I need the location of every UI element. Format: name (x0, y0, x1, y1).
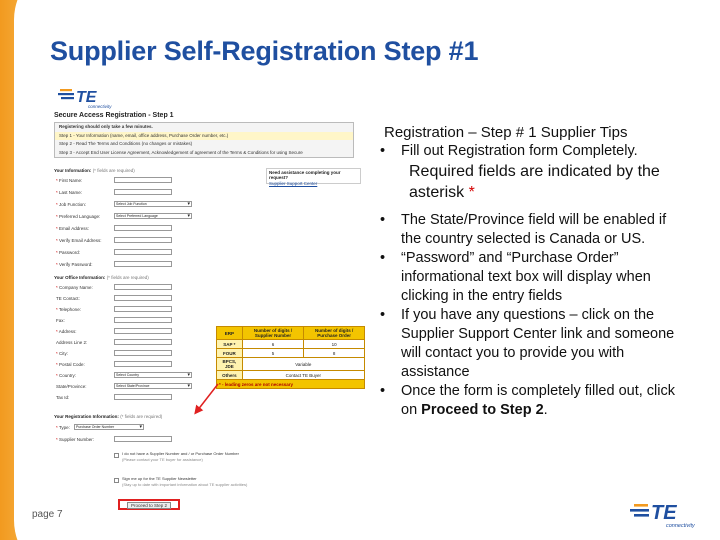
page-number: page 7 (32, 509, 63, 520)
table-row (217, 340, 365, 349)
table-cell: SAP * (217, 340, 243, 349)
field-label: State/Province: (56, 384, 87, 389)
erp-digits-table (216, 326, 365, 389)
tips-heading: Registration – Step # 1 Supplier Tips (384, 124, 628, 141)
registration-form-screenshot (52, 82, 372, 520)
password-input[interactable] (114, 249, 172, 255)
te-connectivity-logo-icon (630, 498, 706, 528)
table-cell: Others (217, 371, 243, 380)
field-label: TE Contact: (56, 296, 80, 301)
job-function-select[interactable]: Select Job Function ▾ (114, 201, 192, 207)
tips-list (380, 211, 680, 420)
field-label: * Supplier Number: (56, 437, 95, 442)
proceed-button-label: Proceed to Step 2 (127, 502, 171, 509)
proceed-to-step-2-button[interactable] (118, 499, 180, 510)
type-select[interactable]: Purchase Order Number ▾ (74, 424, 144, 430)
no-supplier-number-checkbox[interactable] (114, 453, 119, 458)
table-cell: 5 (242, 349, 304, 358)
logo-tagline: connectivity (666, 523, 695, 528)
state-select[interactable]: Select State/Province ▾ (114, 383, 192, 389)
checkbox-label: I do not have a Supplier Number and / or Purchase Order Number (122, 451, 239, 456)
first-name-input[interactable] (114, 177, 172, 183)
table-row (217, 358, 365, 371)
registration-info-section-title: Your Registration Information: (* fields are required) (54, 414, 163, 419)
logo-text: TE (651, 502, 677, 524)
field-label: Address Line 2: (56, 340, 88, 345)
field-label: * Email Address: (56, 226, 90, 231)
email-input[interactable] (114, 225, 172, 231)
address-input[interactable] (114, 328, 172, 334)
verify-email-input[interactable] (114, 237, 172, 243)
checkbox-sublabel: (Please contact your TE buyer for assistance) (122, 457, 203, 462)
table-cell: 6 (242, 340, 304, 349)
field-label: * Last Name: (56, 190, 83, 195)
tax-id-input[interactable] (114, 394, 172, 400)
table-row (217, 349, 365, 358)
supplier-number-input[interactable] (114, 436, 172, 442)
field-label: * Preferred Language: (56, 214, 101, 219)
help-box (266, 168, 361, 184)
postal-code-input[interactable] (114, 361, 172, 367)
table-header: Number of digits / Supplier Number (242, 327, 304, 340)
checkbox-sublabel: (Stay up to date with important information about TE supplier activities) (122, 482, 248, 487)
field-label: * Company Name: (56, 285, 93, 290)
te-logo-icon (58, 84, 122, 110)
field-label: * Address: (56, 329, 77, 334)
field-label: * Country: (56, 373, 77, 378)
small-logo-text: TE (76, 89, 97, 106)
table-note: * - leading zeros are not necessary (217, 380, 365, 389)
table-row (217, 371, 365, 380)
steps-info-box (54, 122, 354, 158)
language-select[interactable]: Select Preferred Language ▾ (114, 213, 192, 219)
info-line: Registering should only take a few minutes. (59, 124, 153, 129)
field-label: * First Name: (56, 178, 83, 183)
country-select[interactable]: Select Country ▾ (114, 372, 192, 378)
te-contact-input[interactable] (114, 295, 172, 301)
field-label: * Telephone: (56, 307, 81, 312)
field-label: * City: (56, 351, 69, 356)
table-cell: BPCS, JDE (217, 358, 243, 371)
field-label: * Verify Password: (56, 262, 93, 267)
help-question: Need assistance completing your request? (269, 170, 341, 180)
small-logo-tagline: connectivity (88, 104, 112, 109)
table-header-row (217, 327, 365, 340)
last-name-input[interactable] (114, 189, 172, 195)
table-header: ERP (217, 327, 243, 340)
info-line: Step 2 - Read The Terms and Conditions (no changes or mistakes) (59, 141, 193, 146)
checkbox-label: Sign me up for the TE Supplier Newsletter (122, 476, 197, 481)
info-line: Step 1 - Your Information (name, email, office address, Purchase Order number, etc.) (55, 132, 353, 141)
company-name-input[interactable] (114, 284, 172, 290)
fax-input[interactable] (114, 317, 172, 323)
table-cell: FOUR (217, 349, 243, 358)
field-label: * Type: (56, 425, 70, 430)
table-header: Number of digits / Purchase Order (304, 327, 365, 340)
field-label: * Password: (56, 250, 81, 255)
required-fields-note: Required fields are indicated by the asterisk * (409, 163, 660, 201)
tip-item: • Fill out Registration form Completely. (380, 142, 680, 161)
address-line2-input[interactable] (114, 339, 172, 345)
newsletter-checkbox[interactable] (114, 478, 119, 483)
slide-title: Supplier Self-Registration Step #1 (50, 36, 479, 66)
field-label: * Job Function: (56, 202, 87, 207)
field-label: Tax Id: (56, 395, 70, 400)
tip-item: • “Password” and “Purchase Order” informational text box will display when clicking in the entry fields (380, 249, 680, 306)
info-line: Step 3 - Accept End User License Agreement, Acknowledgement of agreement of the Terms & Conditions for using Secure (59, 149, 303, 155)
tip-item: • If you have any questions – click on the Supplier Support Center link and someone will contact you to provide you with assistance (380, 306, 680, 382)
form-heading: Secure Access Registration - Step 1 (54, 112, 174, 119)
tip-item: • The State/Province field will be enabled if the country selected is Canada or US. (380, 211, 680, 249)
side-band-curve (0, 0, 38, 540)
your-info-section-title: Your Information: (* fields are required) (54, 168, 135, 173)
table-cell: Variable (242, 358, 364, 371)
supplier-support-link[interactable]: Supplier Support Center (269, 181, 318, 186)
tip-item: • Once the form is completely filled out, click on Proceed to Step 2. (380, 382, 680, 420)
table-cell: Contact TE Buyer (242, 371, 364, 380)
office-info-section-title: Your Office Information: (* fields are required) (54, 275, 149, 280)
supplier-tips (380, 124, 680, 420)
field-label: * Postal Code: (56, 362, 85, 367)
field-label: Fax: (56, 318, 65, 323)
field-label: * Verify Email Address: (56, 238, 102, 243)
verify-password-input[interactable] (114, 261, 172, 267)
telephone-input[interactable] (114, 306, 172, 312)
table-note-row (217, 380, 365, 389)
city-input[interactable] (114, 350, 172, 356)
tips-list (380, 142, 680, 161)
table-cell: 8 (304, 349, 365, 358)
table-cell: 10 (304, 340, 365, 349)
